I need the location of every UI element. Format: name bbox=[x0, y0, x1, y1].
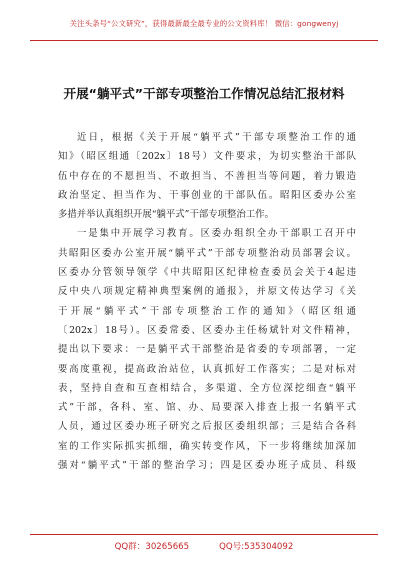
body-line: 强对“躺平式”干部的整治学习；四是区委办班子成员、科级 bbox=[58, 460, 356, 472]
footer bbox=[0, 540, 408, 552]
header-divider bbox=[30, 40, 378, 41]
body-line: 近日，根据《关于开展“躺平式”干部专项整治工作的通 bbox=[77, 132, 356, 143]
body-line: 式”干部，各科、室、馆、办、局要深入排查上报一名躺平式 bbox=[58, 402, 356, 414]
body-line: 共昭阳区委办公室开展“躺平式”干部专项整治动员部署会议。 bbox=[58, 247, 356, 259]
body-line: 提出以下要求：一是躺平式干部整治是省委的专项部署，一定 bbox=[58, 344, 356, 356]
qq-number-label: QQ号:535304092 bbox=[219, 542, 294, 552]
header-banner: 关注头条号“公文研究”，获得最新最全最专业的公文资料库！ 微信：gongwenyj bbox=[69, 19, 339, 28]
body-line: 于开展“躺平式”干部专项整治工作的通知》（昭区组通 bbox=[58, 305, 356, 317]
body-line: 〔202x〕18号）。区委常委、区委办主任杨斌针对文件精神， bbox=[58, 324, 356, 336]
body-line: 表，坚持自查和互查相结合，多渠道、全方位深挖细查“躺平 bbox=[58, 382, 356, 394]
body-line: 一是集中开展学习教育。区委办组织全办干部职工召开中 bbox=[77, 228, 356, 240]
body-line: 人员，通过区委办班子研究之后报区委组织部；三是结合各科 bbox=[58, 421, 356, 433]
document-title: 开展“躺平式”干部专项整治工作情况总结汇报材料 bbox=[63, 86, 345, 101]
document-body bbox=[58, 128, 356, 475]
body-line: 知》（昭区组通〔202x〕18号）文件要求，为切实整治干部队 bbox=[58, 151, 356, 163]
qq-group-label: QQ群：30265665 bbox=[114, 542, 190, 552]
body-line: 多措并举认真组织开展“躺平式”干部专项整治工作。 bbox=[58, 209, 274, 221]
body-line: 区委办分管领导领学《中共昭阳区纪律检查委员会关于4起违 bbox=[58, 267, 356, 279]
body-line: 反中央八项规定精神典型案例的通报》，并原文传达学习《关 bbox=[58, 286, 356, 298]
body-line: 要高度重视，提高政治站位，认真抓好工作落实；二是对标对 bbox=[58, 363, 356, 375]
body-line: 伍中存在的不愿担当、不敢担当、不善担当等问题，着力锻造 bbox=[58, 170, 356, 182]
footer-divider bbox=[30, 534, 378, 535]
body-line: 政治坚定、担当作为、干事创业的干部队伍。昭阳区委办公室 bbox=[58, 189, 356, 201]
body-line: 室的工作实际抓实抓细，确实转变作风，下一步将继续加深加 bbox=[58, 440, 356, 452]
